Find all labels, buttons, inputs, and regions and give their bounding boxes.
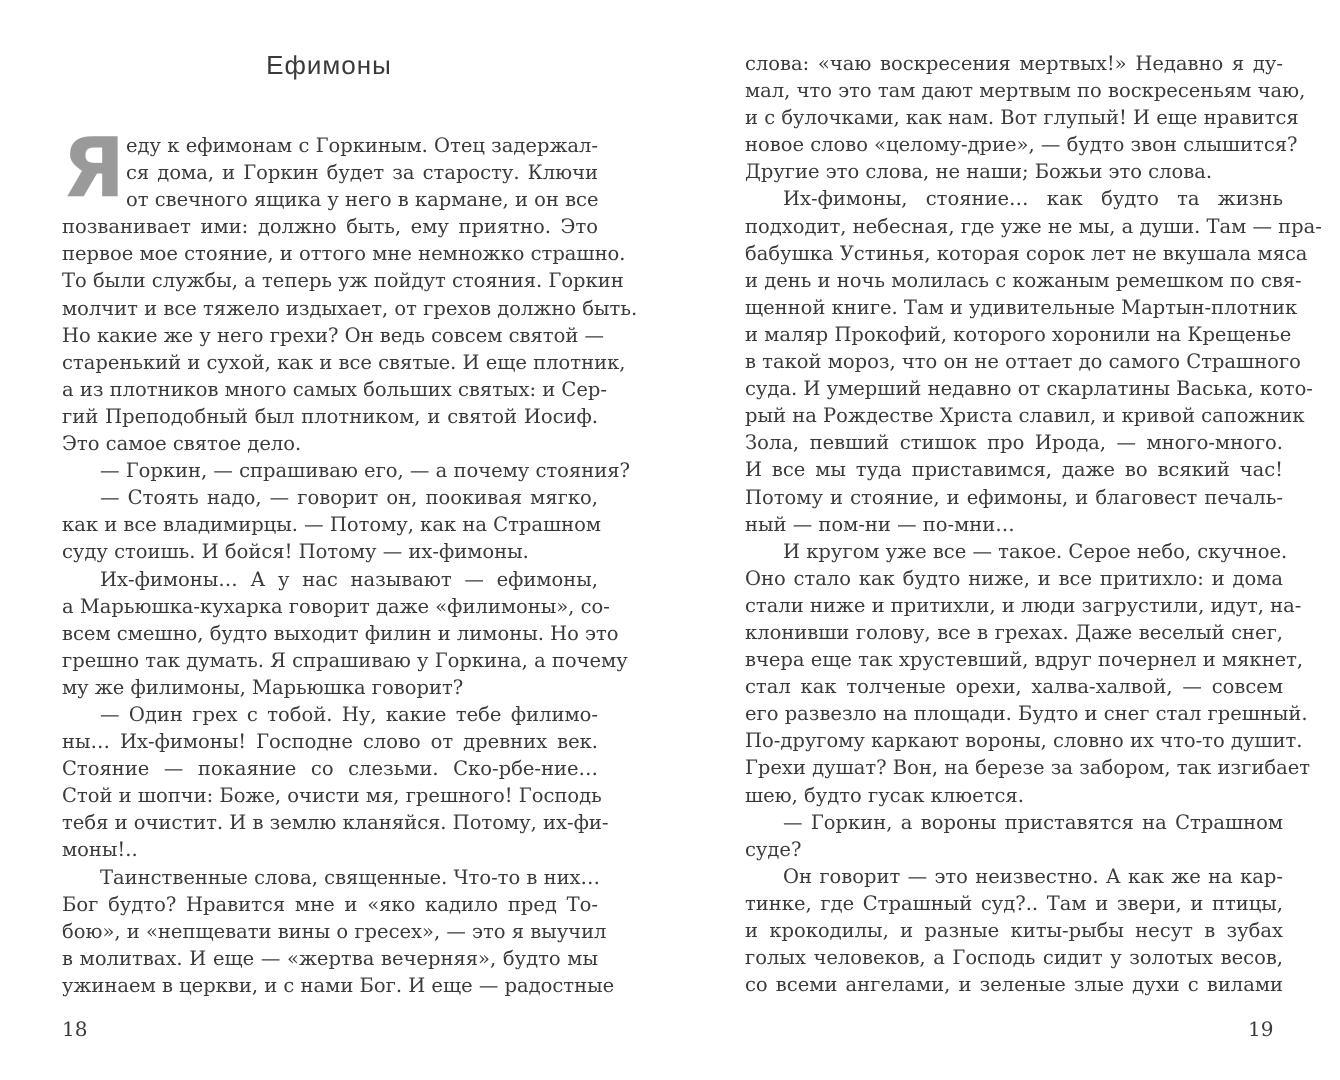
text-line: му же филимоны, Марьюшка говорит? xyxy=(62,675,464,699)
right-page xyxy=(670,0,1340,1080)
left-lines xyxy=(62,121,638,999)
text-line: Зола, певший стишок про Ирода, — много-много. xyxy=(745,431,1283,455)
text-line: шею, будто гусак клюется. xyxy=(745,783,1024,807)
text-line: и день и ночь молилась с кожаным ремешком по свя- xyxy=(745,268,1302,292)
right-page-text xyxy=(745,50,1322,998)
text-line: То были службы, а теперь уж пойдут стояния. Горкин xyxy=(62,269,624,293)
text-line: Другие это слова, не наши; Божьи это слова. xyxy=(745,160,1213,184)
text-line: Оно стало как будто ниже, и все притихло: и дома xyxy=(745,566,1283,590)
text-line: Бог будто? Нравится мне и «яко кадило пред То- xyxy=(62,892,598,916)
text-line: — Один грех с тобой. Ну, какие тебе филимо- xyxy=(100,702,598,726)
text-line: моны!.. xyxy=(62,838,138,862)
text-line: бою», и «непщевати вины о гресех», — это я выучил xyxy=(62,919,607,943)
text-line: ный — пом-ни — по-мни… xyxy=(745,512,1015,536)
text-line: Их-фимоны, стояние… как будто та жизнь xyxy=(783,187,1283,211)
text-line: и крокодилы, и разные киты-рыбы несут в зубах xyxy=(745,919,1283,942)
text-line: молчит и все тяжело издыхает, от грехов должно быть. xyxy=(62,296,638,320)
text-line: Их-фимоны… А у нас называют — ефимоны, xyxy=(100,567,598,591)
text-line: еду к ефимонам с Горкиным. Отец задержал- xyxy=(126,134,598,157)
text-line: — Стоять надо, — говорит он, поокивая мягко, xyxy=(100,486,598,510)
text-line: щенной книге. Там и удивительные Мартын-плотник xyxy=(745,295,1298,319)
text-line: стал как толченые орехи, халва-халвой, — совсем xyxy=(745,675,1283,699)
dropcap-letter: Я xyxy=(62,121,124,216)
text-line: вчера еще так хрустевший, вдруг почернел и мякнет, xyxy=(745,648,1304,672)
text-line: а из плотников много самых больших святых: и Сер- xyxy=(62,377,607,401)
text-line: Стояние — покаяние со слезьми. Ско-рбе-ние… xyxy=(62,757,598,781)
text-line: Он говорит — это неизвестно. А как же на кар- xyxy=(783,864,1283,888)
text-line: Это самое святое дело. xyxy=(62,432,302,456)
text-line: — Горкин, — спрашиваю его, — а почему стояния? xyxy=(100,459,630,483)
text-line: а Марьюшка-кухарка говорит даже «филимоны», со- xyxy=(62,594,610,618)
text-line: Стой и шопчи: Боже, очисти мя, грешного! Господь xyxy=(62,784,602,808)
text-line: бабушка Устинья, которая сорок лет не вкушала мяса xyxy=(745,241,1308,265)
text-line: И кругом уже все — такое. Серое небо, скучное. xyxy=(783,539,1288,563)
text-line: как и все владимирцы. — Потому, как на Страшном xyxy=(62,513,602,537)
text-line: тинке, где Страшный суд?.. Там и звери, и птицы, xyxy=(745,891,1283,915)
text-line: — Горкин, а вороны приставятся на Страшном xyxy=(783,810,1283,834)
text-line: Но какие же у него грехи? Он ведь совсем святой — xyxy=(62,323,605,347)
text-line: грешно так думать. Я спрашиваю у Горкина, а почему xyxy=(62,648,628,672)
text-line: суде? xyxy=(745,837,802,861)
text-line: всем смешно, будто выходит филин и лимоны. Но это xyxy=(62,621,619,645)
right-lines xyxy=(745,50,1322,998)
text-line: его развезло на площади. Будто и снег стал грешный. xyxy=(745,702,1308,726)
text-line: клонивши голову, все в грехах. Даже веселый снег, xyxy=(745,620,1283,644)
chapter-title: Ефимоны xyxy=(266,50,392,80)
page-number-right: 19 xyxy=(1248,1017,1274,1041)
text-line: ужинаем в церкви, и с нами Бог. И еще — радостные xyxy=(62,973,615,997)
text-line: голых человеков, а Господь сидит у золотых весов, xyxy=(745,946,1283,970)
text-line: позванивает ими: должно быть, ему приятно. Это xyxy=(62,215,598,239)
text-line: новое слово «целому-дрие», — будто звон слышится? xyxy=(745,133,1298,157)
text-line: в молитвах. И еще — «жертва вечерняя», будто мы xyxy=(62,946,598,970)
text-line: Потому и стояние, и ефимоны, и благовест печаль- xyxy=(745,485,1283,509)
text-line: тебя и очистит. И в землю кланяйся. Потому, их-фи- xyxy=(62,811,609,835)
text-line: ся дома, и Горкин будет за старосту. Ключи xyxy=(126,161,598,185)
text-line: По-другому каркают вороны, словно их что-то душит. xyxy=(745,729,1303,753)
text-line: Таинственные слова, священные. Что-то в них… xyxy=(100,865,601,889)
text-line: рый на Рождестве Христа славил, и кривой сапожник xyxy=(745,404,1305,428)
text-line: со всеми ангелами, и зеленые злые духи с вилами xyxy=(745,973,1283,997)
text-line: от свечного ящика у него в кармане, и он все xyxy=(126,188,599,212)
text-line: в такой мороз, что он не оттает до самого Страшного xyxy=(745,350,1301,374)
text-line: суду стоишь. И бойся! Потому — их-фимоны. xyxy=(62,540,529,564)
text-line: мал, что это там дают мертвым по воскресеньям чаю, xyxy=(745,79,1306,103)
text-line: суда. И умерший недавно от скарлатины Васька, кото- xyxy=(745,377,1313,401)
text-line: гий Преподобный был плотником, и святой Иосиф. xyxy=(62,404,598,428)
text-line: Грехи душат? Вон, на березе за забором, так изгибает xyxy=(745,756,1311,780)
text-line: старенький и сухой, как и все святые. И еще плотник, xyxy=(62,350,626,374)
page-number-left: 18 xyxy=(62,1017,88,1041)
text-line: подходит, небесная, где уже не мы, а души. Там — пра- xyxy=(745,214,1322,238)
text-line: первое мое стояние, и оттого мне немножко страшно. xyxy=(62,242,626,266)
text-line: ны… Их-фимоны! Господне слово от древних век. xyxy=(62,730,598,754)
left-page-text xyxy=(62,121,638,999)
text-line: слова: «чаю воскресения мертвых!» Недавно я ду- xyxy=(745,52,1283,75)
text-line: и маляр Прокофий, которого хоронили на Крещенье xyxy=(745,322,1292,346)
text-line: стали ниже и притихли, и люди загрустили, идут, на- xyxy=(745,593,1302,617)
dropcap-paragraph xyxy=(62,121,638,999)
text-line: И все мы туда приставимся, даже во всякий час! xyxy=(745,458,1283,482)
text-line: и с булочками, как нам. Вот глупый! И еще нравится xyxy=(745,106,1299,130)
